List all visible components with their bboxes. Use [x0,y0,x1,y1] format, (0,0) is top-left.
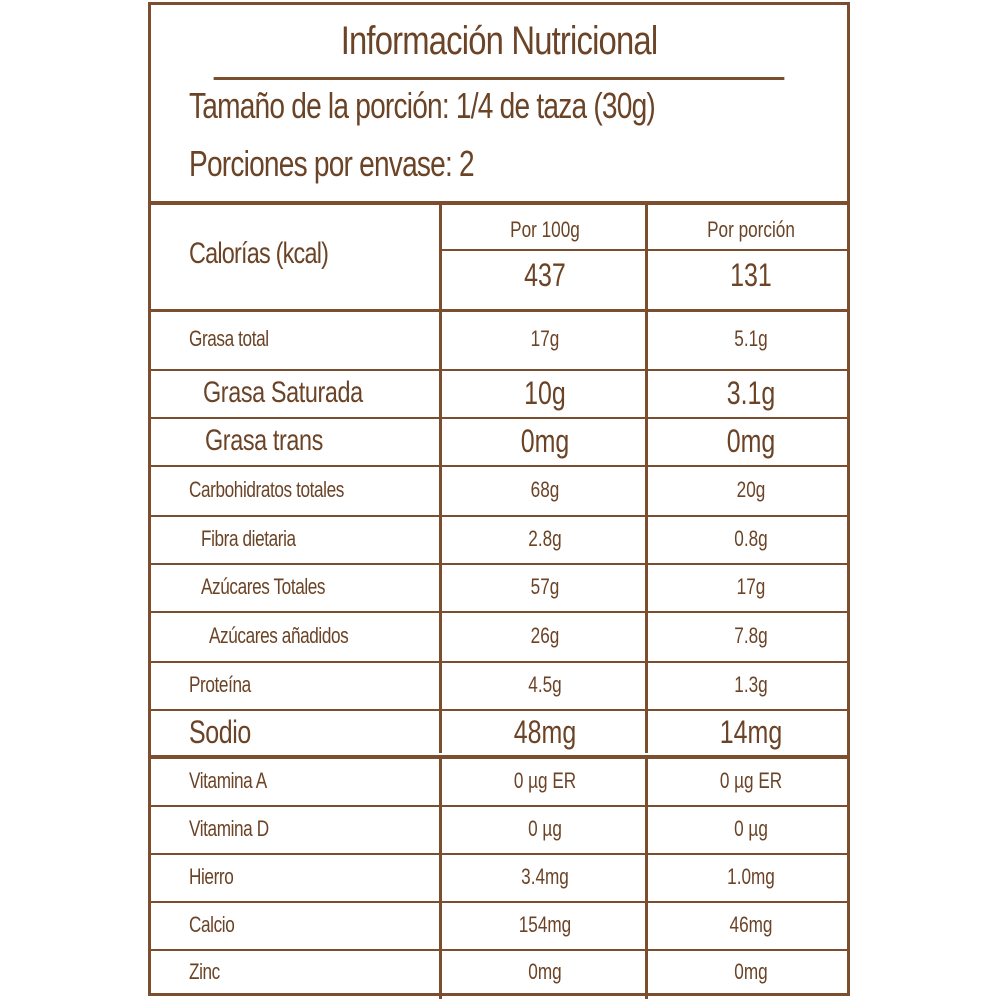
table-row [151,757,847,807]
value-per-serving: 17g [736,574,766,599]
table-row [151,465,847,517]
value-per-serving: 0mg [734,959,768,984]
nutrient-label: Grasa trans [205,424,323,457]
nutrient-label: Fibra dietaria [201,526,296,551]
value-per-serving: 0.8g [734,526,768,551]
value-per-serving: 14mg [719,713,783,750]
nutrient-label: Carbohidratos totales [189,477,344,502]
value-per-100g: 68g [530,477,560,502]
value-per-100g: 10g [524,374,566,411]
nutrient-label: Grasa total [189,326,269,351]
serving-info [151,77,847,205]
table-row [151,949,847,995]
table-row [151,661,847,711]
panel-title: Información Nutricional [214,5,785,80]
servings-per-container: Porciones por envase: 2 [189,143,474,184]
value-per-serving: 0mg [726,422,776,459]
value-per-100g: 26g [530,623,560,648]
table-row [151,901,847,951]
value-per-serving: 46mg [729,912,773,937]
nutrient-label: Vitamina D [189,816,269,841]
value-per-100g: 0mg [528,959,562,984]
value-per-100g: 154mg [518,912,572,937]
value-per-serving: 7.8g [734,623,768,648]
value-per-serving: 3.1g [726,374,776,411]
table-row [151,563,847,613]
col-header-per-serving: Por porción [707,217,795,242]
col-header-per-100g: Por 100g [510,217,580,242]
calories-row [151,201,847,312]
calories-per-serving: 131 [730,257,772,293]
value-per-serving: 1.0mg [727,864,775,889]
table-row [151,309,847,371]
value-per-100g: 57g [530,574,560,599]
nutrient-label: Zinc [189,959,220,984]
value-per-serving: 5.1g [734,326,768,351]
value-per-100g: 17g [530,326,560,351]
value-per-100g: 48mg [513,713,577,750]
nutrition-facts-panel [148,2,850,996]
table-row [151,369,847,419]
calories-label: Calorías (kcal) [189,237,329,270]
table-row [151,709,847,759]
value-per-serving: 0 µg [734,816,768,841]
value-per-100g: 0 µg ER [513,768,577,793]
table-row [151,611,847,663]
nutrient-label: Calcio [189,912,235,937]
value-per-100g: 3.4mg [521,864,569,889]
nutrient-label: Vitamina A [189,768,267,793]
nutrient-label: Azúcares Totales [201,574,326,599]
value-per-100g: 0mg [520,422,570,459]
table-row [151,805,847,855]
value-per-serving: 1.3g [734,672,768,697]
calories-per-100g: 437 [524,257,566,293]
nutrient-label: Azúcares añadidos [209,623,349,648]
value-per-serving: 0 µg ER [719,768,783,793]
nutrient-label: Proteína [189,672,251,697]
value-per-serving: 20g [736,477,766,502]
nutrient-label: Hierro [189,864,234,889]
value-per-100g: 0 µg [528,816,562,841]
nutrient-label: Sodio [189,713,251,750]
value-per-100g: 2.8g [528,526,562,551]
nutrient-label: Grasa Saturada [203,376,363,409]
table-row [151,417,847,467]
table-row [151,515,847,565]
table-row [151,853,847,903]
value-per-100g: 4.5g [528,672,562,697]
serving-size: Tamaño de la porción: 1/4 de taza (30g) [189,85,655,126]
